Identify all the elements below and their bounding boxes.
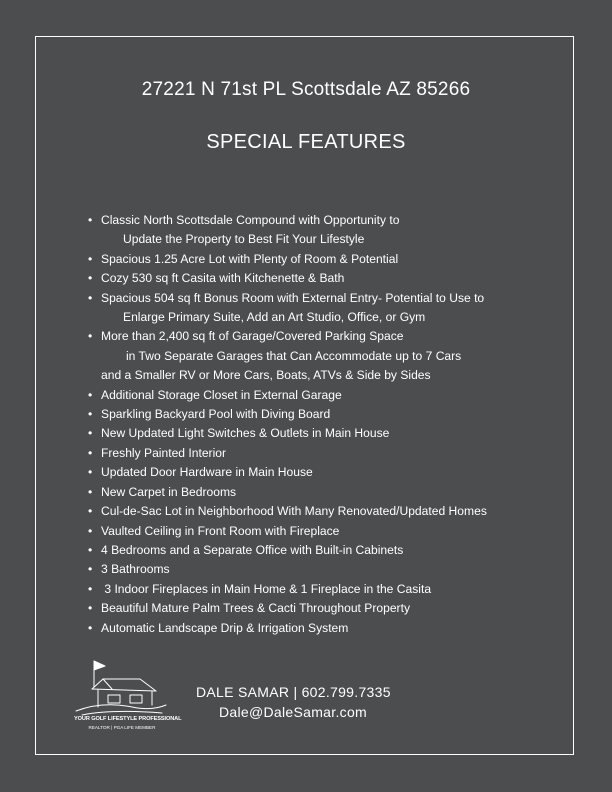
feature-text: Additional Storage Closet in External Garage: [101, 387, 342, 402]
bullet-icon: •: [88, 523, 93, 538]
bullet-icon: •: [88, 407, 93, 422]
feature-item: [88, 522, 558, 541]
feature-text: 3 Bathrooms: [101, 562, 170, 577]
feature-text: Cozy 530 sq ft Casita with Kitchenette & Bath: [101, 271, 345, 286]
feature-text: More than 2,400 sq ft of Garage/Covered Parking Space: [101, 329, 404, 344]
feature-text: Freshly Painted Interior: [101, 445, 227, 460]
logo-subtitle: REALTOR | PGA LIFE MEMBER: [88, 725, 156, 730]
feature-item: [88, 541, 558, 560]
feature-text: Updated Door Hardware in Main House: [101, 465, 313, 480]
feature-item: [88, 483, 558, 502]
bullet-icon: •: [88, 290, 93, 305]
bullet-icon: •: [88, 445, 93, 460]
bullet-icon: •: [88, 465, 93, 480]
contact-email: Dale@DaleSamar.com: [219, 704, 367, 720]
feature-text-continued: and a Smaller RV or More Cars, Boats, ATVs & Side by Sides: [101, 368, 431, 383]
feature-item: [88, 386, 558, 405]
feature-text: 3 Indoor Fireplaces in Main Home & 1 Fireplace in the Casita: [101, 581, 432, 596]
feature-text: Automatic Landscape Drip & Irrigation System: [101, 620, 349, 635]
feature-item: [88, 619, 558, 638]
page-heading: SPECIAL FEATURES: [206, 131, 406, 153]
feature-item: [88, 502, 558, 521]
feature-text: Spacious 504 sq ft Bonus Room with External Entry- Potential to Use to: [101, 290, 485, 305]
feature-text: Classic North Scottsdale Compound with Opportunity to: [101, 213, 400, 227]
feature-item: [88, 211, 558, 250]
feature-text: New Carpet in Bedrooms: [101, 484, 237, 499]
feature-text: Sparkling Backyard Pool with Diving Board: [101, 407, 331, 422]
bullet-icon: •: [88, 620, 93, 635]
feature-item: [88, 560, 558, 579]
features-list: [88, 211, 558, 638]
contact-name-phone: DALE SAMAR | 602.799.7335: [196, 684, 391, 700]
feature-text: Cul-de-Sac Lot in Neighborhood With Many Renovated/Updated Homes: [101, 504, 487, 519]
bullet-icon: •: [88, 213, 93, 227]
feature-item: [88, 424, 558, 443]
feature-item: [88, 405, 558, 424]
bullet-icon: •: [88, 504, 93, 519]
feature-item: [88, 444, 558, 463]
feature-text-continued: in Two Separate Garages that Can Accommodate up to 7 Cars: [126, 348, 462, 363]
bullet-icon: •: [88, 542, 93, 557]
feature-item: [88, 599, 558, 618]
bullet-icon: •: [88, 271, 93, 286]
feature-item: [88, 269, 558, 288]
feature-text: Vaulted Ceiling in Front Room with Fireplace: [101, 523, 340, 538]
bullet-icon: •: [88, 387, 93, 402]
feature-text-continued: Enlarge Primary Suite, Add an Art Studio, Office, or Gym: [123, 310, 426, 325]
bullet-icon: •: [88, 329, 93, 344]
feature-text: 4 Bedrooms and a Separate Office with Built-in Cabinets: [101, 542, 404, 557]
bullet-icon: •: [88, 251, 93, 266]
feature-item: [88, 289, 558, 328]
feature-text-continued: Update the Property to Best Fit Your Lifestyle: [123, 232, 365, 247]
logo-tagline: YOUR GOLF LIFESTYLE PROFESSIONAL: [74, 716, 182, 722]
feature-item: [88, 327, 558, 385]
bullet-icon: •: [88, 601, 93, 616]
property-address: 27221 N 71st PL Scottsdale AZ 85266: [141, 79, 471, 100]
feature-item: [88, 580, 558, 599]
feature-item: [88, 463, 558, 482]
bullet-icon: •: [88, 581, 93, 596]
bullet-icon: •: [88, 426, 93, 441]
feature-item: [88, 250, 558, 269]
bullet-icon: •: [88, 484, 93, 499]
feature-text: New Updated Light Switches & Outlets in Main House: [101, 426, 390, 441]
feature-text: Spacious 1.25 Acre Lot with Plenty of Room & Potential: [101, 251, 399, 266]
bullet-icon: •: [88, 562, 93, 577]
feature-text: Beautiful Mature Palm Trees & Cacti Throughout Property: [101, 601, 410, 616]
